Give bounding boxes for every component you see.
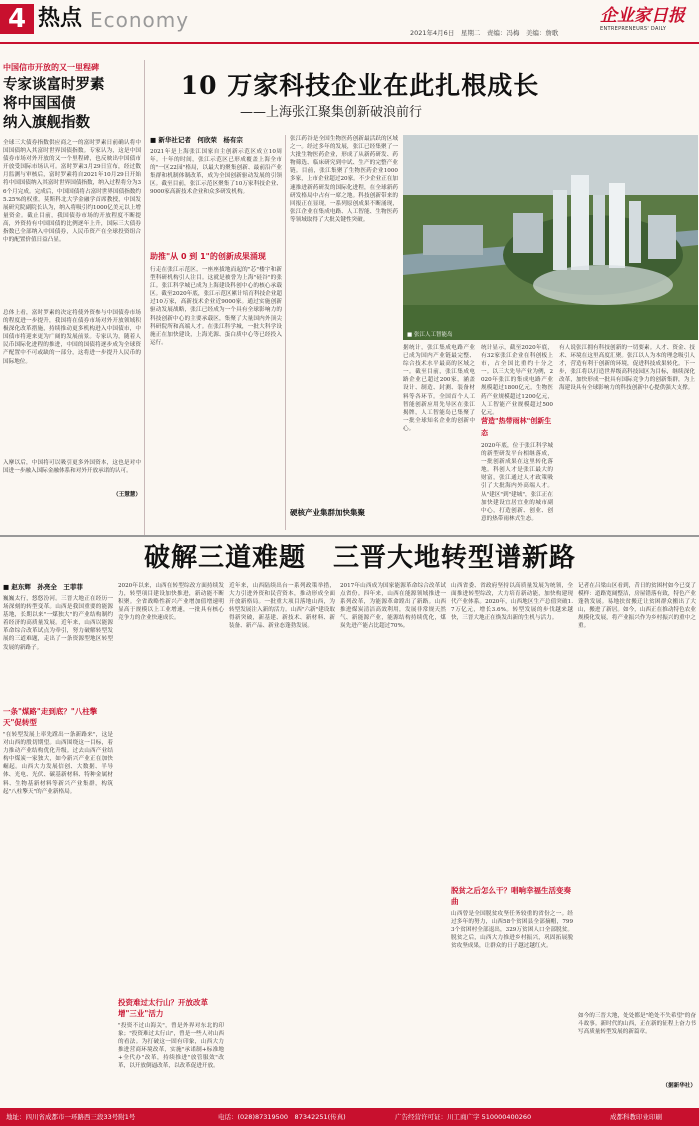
bottom-body-4: "投资不过山海关"，曾是外界对东北的印象；"投资难过太行山"，曾是一些人对山西的看法。为打破这一固有印象，山西大力推进营商环境改革，实施"承诺制+标准地+全代办"改革，持续推进"放管服效"改革，以开放倒逼改革，以改革促进开放。	[118, 1023, 224, 1070]
bottom-article-title: 破解三道难题 三晋大地转型谱新路	[143, 543, 576, 573]
top-col-b-end: 硬核产业集群加快集聚	[290, 508, 365, 517]
footer-license: 广告经营许可证：川工商广字 510000400260	[395, 1113, 532, 1121]
top-col-2	[290, 135, 398, 530]
left-article	[3, 62, 141, 532]
left-title-line-2: 将中国国债	[3, 96, 76, 112]
bottom-body-5: 近年来，山西陆续出台一系列政策举措，大力引进外资和民营资本，推动形成全面开放新格局。一批重大项目落地山西，为转型发展注入新的活力。山西"六新"建设取得新突破，新基建、新技术、新材料、新装备、新产品、新业态蓬勃发展。	[229, 583, 335, 630]
top-body-d: 统计显示，截至2020年底，有32家张江企业在科创板上市，占全国比重约十分之一。以三大先导产业为例，2020年张江的集成电路产业规模超过1800亿元，生物医药产业规模超过1200亿元，人工智能产业规模超过500亿元。	[481, 345, 553, 416]
top-col-3	[403, 344, 475, 530]
bottom-body-2: "在转型发展上率先蹚出一条新路来"，这是对山西的殷切期望。山西围绕这一目标，着力推动产业结构优化升级。过去山西产业结构中煤炭一家独大，如今新兴产业正在加快崛起。山西大力发展信创、大数据、半导体、光电、光伏、碳基新材料、特种金属材料、生物基新材料等新兴产业集群，构筑起"八柱擎天"的产业新格局。	[3, 732, 113, 795]
bottom-col-5	[451, 582, 573, 1102]
page-header	[0, 0, 699, 54]
photo-caption: ■ 张江人工智能岛	[407, 332, 453, 338]
header-rule	[0, 42, 699, 44]
left-body-1: 全球三大债券指数供应商之一的富时罗素日前确认将中国国债纳入其富时世界国债指数。专家认为，这是中国债券市场对外开放的又一个里程碑，也反映出中国债市开放受国际市场认可。富时罗素3月29日宣布，经过数月监测与审核后，富时罗素将自2021年10月29日开始将中国国债纳入其富时世界国债指数，纳入过程将分为36个月完成。完成后，中国国债将占富时世界国债指数约5.25%的权重。莫斯科北大学金融学首席教授，中国发展研究院副院长认为，纳入将吸引约1000亿美元以上增量资金。截止目前，我国债券市场的开放程度不断提高，外资持有中国国债的比例逐年上升，国际三大债券指数已全部纳入中国债券，人民币资产在全球投资组合中的配置价值日益凸显。	[3, 140, 141, 244]
aerial-view-illustration	[403, 135, 698, 340]
bottom-body-3: 2020年以来，山西在转型综改方面持续发力，转型项目建设加快推进，新动能不断积聚。全省战略性新兴产业增加值增速明显高于规模以上工业增速，一批具有核心竞争力的企业快速成长。	[118, 583, 224, 622]
top-col-4	[481, 344, 553, 530]
top-subhead-1: 助推"从 0 到 1"的创新成果涌现	[150, 252, 266, 261]
top-subhead-2: 营造"热带雨林"创新生态	[481, 417, 552, 437]
left-title-line-3: 纳入旗舰指数	[3, 115, 90, 131]
bottom-body-8: 山西曾是全国脱贫攻坚任务较重的省份之一。经过多年的努力，山西58个贫困县全部摘帽，7993个贫困村全部退出，329万贫困人口全部脱贫。脱贫之后，山西大力推进乡村振兴，巩固拓展脱贫攻坚成果，让群众的日子越过越红火。	[451, 911, 573, 950]
logo-text-en: ENTREPRENEURS' DAILY	[600, 26, 667, 32]
left-body-3: 入摩以后，中国将可以吸引更多外国资本，这也是对中国进一步融入国际金融体系和对外开放承诺的认可。	[3, 460, 141, 475]
top-byline: ■ 新华社记者 何欣荣 杨有宗	[150, 136, 243, 144]
top-intro: 2021年是上海张江国家自主创新示范区成立10周年。十年的时间，张江示范区已形成覆盖上海全市的"一区22园"格局，以最大的聚集创新、最前沿产业集群和机制体制改革，成为全国创新驱动发展的引领区。截至目前，张江示范区聚集了10万家科技企业、9000家高新技术企业和众多研发机构。	[150, 149, 282, 196]
bottom-byline-end: （据新华社）	[662, 1083, 696, 1089]
bottom-body-9: 记者在吕梁山区看到，昔日的贫困村如今已变了模样：道路宽阔整洁，房屋错落有致，特色产业蓬勃发展。易地扶贫搬迁让贫困群众搬出了大山，搬进了新居。如今，山西正在推动特色农业规模化发展，将产业振兴作为乡村振兴的重中之重。	[578, 583, 696, 630]
section-name: 热点	[38, 6, 83, 31]
section-name-en: Economy	[90, 8, 190, 32]
bottom-body-1: 巍巍太行，悠悠汾河。三晋大地正在经历一场深刻的转型变革。山西是我国重要的能源基地，长期以来"一煤独大"的产业结构制约着经济的高质量发展。近年来，山西以能源革命综合改革试点为牵引，努力破解转型发展的三道难题，走出了一条资源型地区转型发展的新路子。	[3, 596, 113, 651]
left-title	[3, 76, 141, 133]
bottom-body-7: 山西省委、省政府坚持以高质量发展为统领，全面推进转型综改，大力培育新动能，加快构建现代产业体系。2020年，山西地区生产总值突破1.7万亿元，增长3.6%。转型发展的步伐越来越快，三晋大地正在焕发出新的生机与活力。	[451, 583, 573, 622]
bottom-col-6	[578, 582, 696, 1102]
footer-phone: 电话：(028)87319500 87342251(传真)	[218, 1113, 346, 1121]
left-byline: （王慧慧）	[113, 492, 141, 498]
bottom-col-2	[118, 582, 224, 1102]
bottom-body-10: 如今的三晋大地，处处都是"绝处不失希望"的奋斗故事。新时代的山西，正在新的征程上奋力书写高质量转型发展的新篇章。	[578, 1013, 696, 1036]
date-line: 2021年4月6日 星期二 责编：冯梅 美编：詹歌	[410, 29, 559, 37]
left-kicker: 中国信市开放的又一里程碑	[3, 63, 99, 72]
left-column-rule	[144, 60, 145, 535]
footer-printer: 成都科教印业印刷	[610, 1113, 662, 1121]
top-photo	[403, 135, 698, 340]
bottom-body-6: 2017年山西成为国家能源革命综合改革试点省份。四年来，山西在能源领域推进一系列改革，为能源革命蹚出了新路。山西推进煤炭清洁高效利用，发展非常规天然气、新能源产业，能源结构持续优化，煤炭先进产能占比超过70%。	[340, 583, 446, 630]
top-col-5	[559, 344, 695, 530]
bottom-col-4	[340, 582, 446, 1102]
top-body-e: 2020年底，位于张江科学城的新型研发平台相继落成，一批创新成果在这里转化落地。科创人才是张江最大的财富，张江通过人才政策吸引了大批海内外高端人才。从"建区"到"建城"，张江正在加快建设宜居宜业的城市副中心，打造创新、创业、创意的热带雨林式生态。	[481, 443, 553, 522]
bottom-subhead-1: 一条"煤路"走到底？"八柱擎天"促转型	[3, 707, 98, 727]
top-body-a: 行走在张江示范区，一座座拔地而起的"芯"楼宇和新型科研机构引人注目。这就是被誉为上海"硅谷"的张江。张江科学城已成为上海建设科创中心的核心承载区。截至2020年底，张江示范区累计培育科技企业超过10万家，高新技术企业近9000家。通过实施创新驱动发展战略，张江已经成为一个具有全球影响力的科技创新中心的主要承载区，集聚了大量国内外顶尖科研院所和高端人才。在张江科学城，一批大科学设施正在加快建设，上海光源、蛋白质中心等已经投入运行。	[150, 267, 282, 346]
top-article-subtitle: ——上海张江聚集创新破浪前行	[240, 105, 423, 120]
top-body-c: 据统计，张江集成电路产业已成为国内产业链最完整、综合技术水平最高的区域之一。截至目前，张江集成电路企业已超过200家，涵盖设计、制造、封测、装备材料等各环节。全国首个人工智能创新应用先导区在张江揭牌，人工智能岛已集聚了一批全球知名企业的创新中心。	[403, 345, 475, 432]
mid-rule	[0, 535, 699, 537]
newspaper-logo	[600, 6, 695, 32]
page-footer	[0, 1108, 699, 1126]
bottom-col-3	[229, 582, 335, 1102]
bottom-subhead-2: 投资难过太行山？开放改革增"三业"活力	[118, 998, 208, 1018]
bottom-byline: ■ 赵东辉 孙亮全 王菲菲	[3, 583, 83, 591]
bottom-subhead-3: 脱贫之后怎么干？唱响幸福生活变奏曲	[451, 886, 571, 906]
top-col-1	[150, 135, 282, 530]
top-body-f: 有人说张江拥有科技创新的一切要素。人才、资金、技术、环境在这里高度汇聚。张江以人为本的理念吸引人才，营造有利于创新的环境，促进科技成果转化。下一步，张江将以打造世界级高科技园区为目标，继续深化改革，加快形成一批具有国际竞争力的创新集群，为上海建设具有全球影响力的科技创新中心提供强大支撑。	[559, 345, 695, 392]
bottom-col-1	[3, 582, 113, 1102]
logo-text: 企业家日报	[600, 6, 685, 26]
top-article-title: 10 万家科技企业在此扎根成长	[180, 71, 540, 100]
top-rule-1	[285, 135, 286, 530]
top-body-b: 张江药谷是全国生物医药创新最活跃的区域之一。经过多年的发展，张江已经集聚了一大批生物医药企业，形成了从新药研发、药物筛选、临床研究到中试、生产的完整产业链。目前，张江集聚了生物医药企业1000多家，上市企业超过20家。不少企业正在加速推进新药研发的国际化进程，在全球新药研发格局中占有一席之地。科技创新带来的回报正在显现，一系列原创成果不断涌现，张江企业在集成电路、人工智能、生物医药等领域取得了大批关键性突破。	[290, 136, 398, 223]
left-body-2: 总体上看，富时罗素的决定将使外资参与中国债券市场的程度进一步提升，我国将在债券市场对外开放领域积极深化改革措施，持续推动更多机构进入中国债市，中国债市将迎来更为广阔的发展前景。专家认为，随着人民币国际化进程的推进，中国的国债将逐步成为全球资产配置中不可或缺的一部分，这将进一步提升人民币的国际地位。	[3, 310, 141, 365]
footer-address: 地址：四川省成都市一环路西三段33号附1号	[6, 1113, 136, 1121]
left-title-line-1: 专家谈富时罗素	[3, 77, 105, 93]
page-number-badge: 4	[0, 4, 34, 34]
